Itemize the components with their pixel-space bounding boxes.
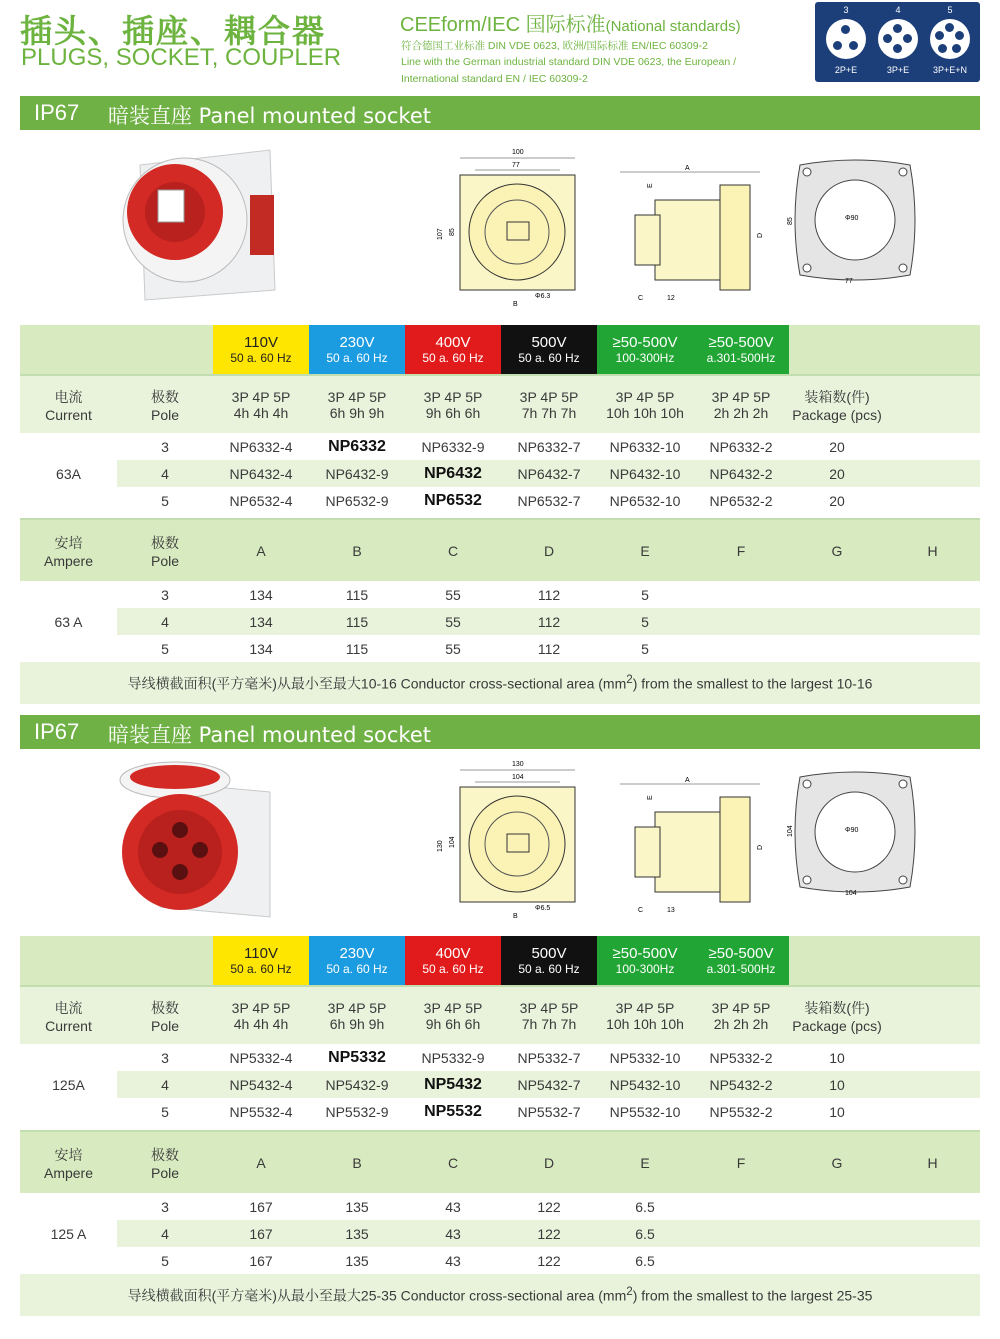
model-cell: NP5432-7 (517, 1076, 581, 1093)
dim-cell (693, 581, 789, 608)
model-cell: NP6332-2 (709, 438, 773, 455)
dim-cell (693, 1193, 789, 1220)
model-cell: NP6432-2 (709, 465, 773, 482)
dim-label-d: D (757, 232, 764, 238)
standard-label: CEEform/IEC 国际标准 (400, 14, 606, 36)
dim-header-d: D (501, 519, 597, 581)
ampere-header: 安培 Ampere (20, 519, 117, 581)
dim-header-a: A (213, 1131, 309, 1193)
pole-value: 3 (161, 438, 169, 455)
pin-count: 3 (843, 5, 849, 15)
model-cell: NP6332-7 (517, 438, 581, 455)
table-row (20, 581, 980, 608)
dim-cell: 5 (641, 640, 649, 657)
dim-cell: 134 (249, 586, 273, 603)
table-row (20, 635, 980, 662)
dim-plate: 85 (787, 217, 794, 225)
dim-cell (885, 1220, 980, 1247)
dim-label-c: C (638, 295, 644, 302)
conductor-note: 导线横截面积(平方毫米)从最小至最大10-16 Conductor cross-sectional area $(mm^2)$ from the smallest to the largest 10-16 (127, 672, 873, 692)
label-header-row (20, 375, 980, 433)
conductor-note-row (20, 662, 980, 704)
dim-side-c: 13 (667, 907, 675, 914)
dim-cell: 167 (249, 1198, 273, 1215)
table-row (20, 608, 980, 635)
model-cell: NP5432-2 (709, 1076, 773, 1093)
pole-hour-110v: 3P 4P 5P 4h 4h 4h (213, 986, 309, 1044)
dim-cell (789, 581, 885, 608)
pole-value: 4 (161, 1225, 169, 1242)
model-cell: NP5532-2 (709, 1103, 773, 1120)
pin-label: 3P+E+N (932, 65, 968, 75)
socket-photo-125a (100, 752, 290, 922)
model-cell: NP6332-9 (421, 438, 485, 455)
section-bar-2 (20, 715, 980, 749)
dim-hole: Φ6.3 (535, 293, 551, 300)
pole-hour-400v: 3P 4P 5P 9h 6h 6h (405, 986, 501, 1044)
voltage-50-500v-high: ≥50-500V a.301-500Hz (693, 936, 789, 986)
conductor-note-row (20, 1274, 980, 1316)
model-cell: NP6432-10 (609, 465, 681, 482)
pole-hour-110v: 3P 4P 5P 4h 4h 4h (213, 375, 309, 433)
dim-h-outer: 130 (437, 840, 444, 852)
dim-cell: 135 (345, 1225, 369, 1242)
package-header: 装箱数(件) Package (pcs) (789, 375, 885, 433)
pole-value: 4 (161, 613, 169, 630)
dim-header-d: D (501, 1131, 597, 1193)
pole-value: 5 (161, 492, 169, 509)
voltage-50-500v-high: ≥50-500V a.301-500Hz (693, 325, 789, 375)
dim-label-a: A (685, 777, 690, 784)
model-table-2 (20, 936, 980, 1125)
dim-plate: 104 (787, 825, 794, 837)
ip-rating: IP67 (34, 719, 80, 744)
dim-header-e: E (597, 1131, 693, 1193)
standard-title (400, 8, 741, 37)
pin-count: 4 (895, 5, 901, 15)
pole-hour-500v: 3P 4P 5P 7h 7h 7h (501, 986, 597, 1044)
voltage-50-500v-low: ≥50-500V 100-300Hz (597, 936, 693, 986)
dim-cell: 135 (345, 1252, 369, 1269)
front-dimension-drawing-1 (420, 140, 605, 315)
dim-header-c: C (405, 519, 501, 581)
table-row (20, 1098, 980, 1125)
page-header (0, 0, 1000, 92)
dim-cell: 5 (641, 586, 649, 603)
dim-cell (789, 1247, 885, 1274)
model-cell: NP6432-9 (325, 465, 389, 482)
dimension-header-row (20, 1131, 980, 1193)
pin-config-panel (815, 2, 980, 82)
pole-value: 5 (161, 640, 169, 657)
pin-config-3 (821, 5, 871, 75)
model-cell: NP5532-10 (609, 1103, 681, 1120)
model-cell: NP6332 (328, 437, 386, 455)
voltage-230v: 230V 50 a. 60 Hz (309, 325, 405, 375)
dim-header-f: F (693, 519, 789, 581)
pin-label: 2P+E (834, 65, 858, 75)
section-bar-1 (20, 96, 980, 130)
dim-cell: 6.5 (635, 1198, 655, 1215)
model-cell: NP6432-7 (517, 465, 581, 482)
pin-config-5 (925, 5, 975, 75)
pole-hour-500v: 3P 4P 5P 7h 7h 7h (501, 375, 597, 433)
dim-cell: 134 (249, 640, 273, 657)
package-value: 20 (829, 492, 845, 509)
voltage-400v: 400V 50 a. 60 Hz (405, 936, 501, 986)
dim-cell (885, 1247, 980, 1274)
dim-label-c: C (638, 907, 644, 914)
model-cell: NP5432-4 (229, 1076, 293, 1093)
model-cell: NP6432-4 (229, 465, 293, 482)
pole-value: 5 (161, 1103, 169, 1120)
pole-hour-230v: 3P 4P 5P 6h 9h 9h (309, 986, 405, 1044)
dim-cell: 122 (537, 1198, 561, 1215)
dim-cell: 43 (445, 1198, 461, 1215)
model-cell: NP5332-10 (609, 1049, 681, 1066)
dim-cell: 135 (345, 1198, 369, 1215)
voltage-500v: 500V 50 a. 60 Hz (501, 936, 597, 986)
dim-header-c: C (405, 1131, 501, 1193)
dim-header-a: A (213, 519, 309, 581)
ampere-value: 63 A (54, 613, 83, 630)
dim-cell: 167 (249, 1225, 273, 1242)
dim-header-e: E (597, 519, 693, 581)
model-cell: NP5532-7 (517, 1103, 581, 1120)
side-dimension-drawing-2 (610, 752, 785, 927)
dim-cell: 115 (345, 640, 369, 657)
pole-header: 极数 Pole (117, 986, 213, 1044)
model-cell: NP5432 (424, 1075, 482, 1093)
model-cell: NP6532-9 (325, 492, 389, 509)
dim-cell: 55 (445, 640, 461, 657)
socket-3pin-icon (826, 19, 866, 59)
pole-value: 4 (161, 1076, 169, 1093)
model-cell: NP5532-9 (325, 1103, 389, 1120)
table-row (20, 1247, 980, 1274)
front-dimension-drawing-2 (420, 752, 605, 927)
dim-cell: 43 (445, 1225, 461, 1242)
model-cell: NP6532 (424, 491, 482, 509)
ip-rating: IP67 (34, 100, 80, 125)
current-header: 电流 Current (20, 986, 117, 1044)
dim-circle: Φ90 (845, 827, 859, 834)
voltage-230v: 230V 50 a. 60 Hz (309, 936, 405, 986)
dim-cell: 122 (537, 1252, 561, 1269)
current-value: 63A (56, 465, 81, 482)
dim-cell: 55 (445, 613, 461, 630)
model-cell: NP6332-4 (229, 438, 293, 455)
pole-hour-230v: 3P 4P 5P 6h 9h 9h (309, 375, 405, 433)
pin-label: 3P+E (886, 65, 910, 75)
dim-cell: 115 (345, 586, 369, 603)
standard-national: (National standards) (605, 18, 741, 35)
dim-cell: 122 (537, 1225, 561, 1242)
pole-hour-400v: 3P 4P 5P 9h 6h 6h (405, 375, 501, 433)
standard-line-2: Line with the German industrial standard DIN VDE 0623, the European / (401, 56, 737, 68)
dim-w-inner: 104 (512, 774, 524, 781)
dimension-header-row (20, 519, 980, 581)
pole-hour-high: 3P 4P 5P 2h 2h 2h (693, 986, 789, 1044)
model-cell: NP6532-4 (229, 492, 293, 509)
voltage-header-row (20, 325, 980, 375)
dim-circle: Φ90 (845, 215, 859, 222)
model-cell: NP6332-10 (609, 438, 681, 455)
dim-cell (885, 581, 980, 608)
socket-photo-63a (100, 140, 290, 310)
model-cell: NP5332-4 (229, 1049, 293, 1066)
package-value: 20 (829, 438, 845, 455)
conductor-note: 导线横截面积(平方毫米)从最小至最大25-35 Conductor cross-sectional area $(mm^2)$ from the smallest to the largest 25-35 (127, 1284, 873, 1304)
dim-header-h: H (885, 1131, 980, 1193)
dim-plate-w: 104 (845, 890, 857, 897)
voltage-500v: 500V 50 a. 60 Hz (501, 325, 597, 375)
dim-label-e: E (647, 183, 654, 188)
table-row (20, 460, 980, 487)
section-title: 暗装直座 Panel mounted socket (108, 104, 431, 128)
socket-5pin-icon (930, 19, 970, 59)
package-value: 10 (829, 1103, 845, 1120)
dim-cell (885, 1193, 980, 1220)
dim-cell: 112 (537, 586, 561, 603)
model-cell: NP6532-2 (709, 492, 773, 509)
pole-value: 5 (161, 1252, 169, 1269)
package-value: 20 (829, 465, 845, 482)
dim-h-inner: 104 (449, 836, 456, 848)
dim-w-outer: 130 (512, 761, 524, 768)
package-header: 装箱数(件) Package (pcs) (789, 986, 885, 1044)
panel-cutout-drawing-2 (787, 767, 920, 897)
section-title: 暗装直座 Panel mounted socket (108, 723, 431, 747)
model-cell: NP5532 (424, 1102, 482, 1120)
dim-label-b: B (513, 913, 518, 920)
title-en: PLUGS, SOCKET, COUPLER (21, 44, 342, 71)
dim-cell: 112 (537, 613, 561, 630)
dim-h-inner: 85 (449, 228, 456, 236)
pole-value: 3 (161, 1049, 169, 1066)
table-row (20, 1220, 980, 1247)
pole-hour-high: 3P 4P 5P 2h 2h 2h (693, 375, 789, 433)
panel-cutout-drawing-1 (787, 155, 920, 285)
table-row (20, 1193, 980, 1220)
model-cell: NP5532-4 (229, 1103, 293, 1120)
illustrations-2 (20, 752, 980, 932)
model-cell: NP5432-9 (325, 1076, 389, 1093)
dim-cell (789, 1193, 885, 1220)
dim-cell (693, 1220, 789, 1247)
dimension-table-2 (20, 1130, 980, 1316)
dim-cell: 112 (537, 640, 561, 657)
voltage-110v: 110V 50 a. 60 Hz (213, 936, 309, 986)
title-zh: 插头、插座、耦合器 (20, 12, 327, 50)
model-cell: NP6432 (424, 464, 482, 482)
ampere-header: 安培 Ampere (20, 1131, 117, 1193)
dim-cell: 6.5 (635, 1225, 655, 1242)
voltage-50-500v-low: ≥50-500V 100-300Hz (597, 325, 693, 375)
dim-cell: 5 (641, 613, 649, 630)
voltage-110v: 110V 50 a. 60 Hz (213, 325, 309, 375)
dim-side-c: 12 (667, 295, 675, 302)
dim-cell (693, 608, 789, 635)
pole-value: 4 (161, 465, 169, 482)
package-value: 10 (829, 1076, 845, 1093)
illustrations-1 (20, 140, 980, 320)
dim-h-outer: 107 (437, 228, 444, 240)
standard-line-1: 符合德国工业标准 DIN VDE 0623, 欧洲/国际标准 EN/IEC 60309-2 (401, 40, 708, 52)
pole-hour-low: 3P 4P 5P 10h 10h 10h (597, 986, 693, 1044)
dim-cell (693, 635, 789, 662)
table-row (20, 1071, 980, 1098)
table-row (20, 433, 980, 460)
dim-w-inner: 77 (512, 162, 520, 169)
dimension-table-1 (20, 518, 980, 704)
dim-cell: 115 (345, 613, 369, 630)
model-cell: NP6532-10 (609, 492, 681, 509)
dim-hole: Φ6.5 (535, 905, 551, 912)
dim-header-g: G (789, 1131, 885, 1193)
dim-header-g: G (789, 519, 885, 581)
pin-count: 5 (947, 5, 953, 15)
dim-label-b: B (513, 301, 518, 308)
dim-cell: 55 (445, 586, 461, 603)
ampere-value: 125 A (50, 1225, 87, 1242)
label-header-row (20, 986, 980, 1044)
standard-line-3: International standard EN / IEC 60309-2 (401, 73, 588, 85)
pole-value: 3 (161, 1198, 169, 1215)
pole-header: 极数 Pole (117, 375, 213, 433)
dim-cell: 43 (445, 1252, 461, 1269)
socket-4pin-icon (878, 19, 918, 59)
pole-header: 极数 Pole (117, 519, 213, 581)
model-table-1 (20, 325, 980, 514)
model-cell: NP5332-9 (421, 1049, 485, 1066)
pin-config-4 (873, 5, 923, 75)
model-cell: NP5432-10 (609, 1076, 681, 1093)
pole-hour-low: 3P 4P 5P 10h 10h 10h (597, 375, 693, 433)
dim-cell (885, 635, 980, 662)
dim-cell (789, 608, 885, 635)
model-cell: NP5332 (328, 1048, 386, 1066)
dim-cell: 134 (249, 613, 273, 630)
table-row (20, 487, 980, 514)
dim-label-e: E (647, 795, 654, 800)
current-header: 电流 Current (20, 375, 117, 433)
dim-header-b: B (309, 519, 405, 581)
dim-header-h: H (885, 519, 980, 581)
voltage-header-row (20, 936, 980, 986)
dim-cell: 6.5 (635, 1252, 655, 1269)
model-cell: NP5332-7 (517, 1049, 581, 1066)
dim-label-d: D (757, 844, 764, 850)
dim-plate-w: 77 (845, 278, 853, 285)
pole-value: 3 (161, 586, 169, 603)
side-dimension-drawing-1 (610, 140, 785, 315)
dim-cell (693, 1247, 789, 1274)
dim-header-f: F (693, 1131, 789, 1193)
current-value: 125A (52, 1076, 85, 1093)
dim-label-a: A (685, 165, 690, 172)
dim-cell (789, 1220, 885, 1247)
dim-w-outer: 100 (512, 149, 524, 156)
dim-header-b: B (309, 1131, 405, 1193)
dim-cell (885, 608, 980, 635)
model-cell: NP5332-2 (709, 1049, 773, 1066)
package-value: 10 (829, 1049, 845, 1066)
voltage-400v: 400V 50 a. 60 Hz (405, 325, 501, 375)
dim-cell: 167 (249, 1252, 273, 1269)
pole-header: 极数 Pole (117, 1131, 213, 1193)
model-cell: NP6532-7 (517, 492, 581, 509)
dim-cell (789, 635, 885, 662)
table-row (20, 1044, 980, 1071)
